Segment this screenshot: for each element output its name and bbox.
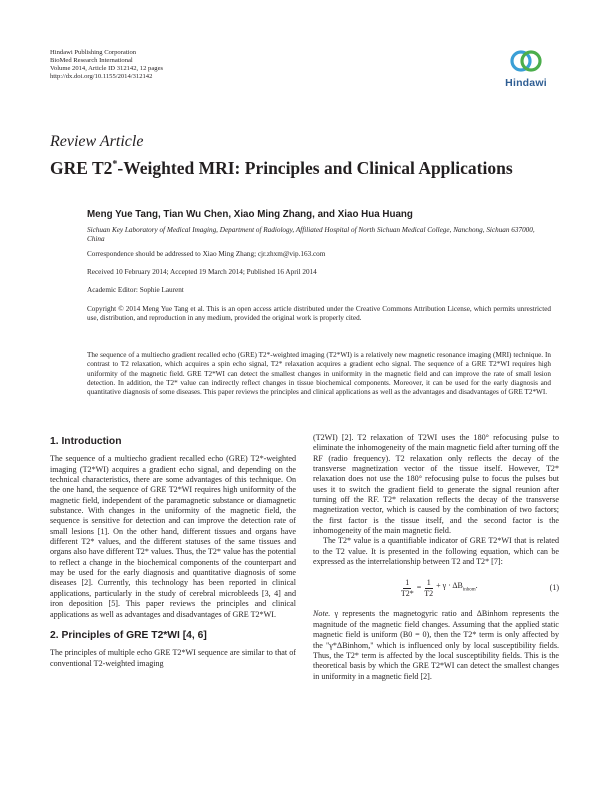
rhs-denominator: T2 bbox=[424, 588, 434, 598]
publisher-line: Hindawi Publishing Corporation bbox=[50, 49, 137, 56]
volume-line: Volume 2014, Article ID 312142, 12 pages bbox=[50, 65, 164, 73]
rhs-numerator: 1 bbox=[425, 578, 433, 589]
t2star-value-paragraph: The T2* value is a quantifiable indicator of GRE T2*WI that is related to the T2 value. It is presented in the following equation, which can be expressed as the interrelationship between T2 and T2* [7]: bbox=[313, 536, 559, 567]
note-text: γ represents the magnetogyric ratio and ΔBinhom represents the magnitude of the magnetic field changes. Assuming that the applied static magnetic field is uniform (B0 = 0), then the T2* term is only affected by the "γ*ΔBinhom," which is influenced only by local susceptibility fields. Thus, the T2* term is affected by the local susceptibility fields. This is the theoretical basis by which the GRE T2*WI can detect the smallest changes in uniformity in a magnetic field [2]. bbox=[313, 609, 559, 681]
equals-sign: = bbox=[416, 583, 422, 593]
journal-name-line: BioMed Research International bbox=[50, 57, 133, 65]
title-part-2: -Weighted MRI: Principles and Clinical Applications bbox=[117, 158, 513, 178]
equation-tail: + $\gamma \cdot \Delta B_{inhom}$. bbox=[436, 581, 478, 593]
introduction-paragraph: The sequence of a multiecho gradient recalled echo (GRE) T2*-weighted imaging (T2*WI) acquires a gradient echo signal, and depending on the technical characteristics, there are some advantages of this technique. On the one hand, the sequence of GRE T2*WI requires high uniformity of the magnetic field, independent of the paramagnetic substance or diamagnetic substance. With changes in the uniformity of the magnetic field, the sequence is sensitive for detection and can improve the detection rate of small lesions [1]. On the other hand, different tissues and organs have different T2* values, and the different statuses of the same tissues and organs also have different T2* values. Thus, the T2* value has the potential to reflect a change in the biochemical components of the counterpart and may be used for the early diagnosis and quantitative diagnosis of some diseases [2]. Currently, this technology has been reported in clinical applications, particularly in the study of cerebral microbleeds [3, 4] and iron deposition [5]. This paper reviews the principles and clinical applications as well as advantages and disadvantages of GRE T2*WI. bbox=[50, 454, 296, 619]
left-column bbox=[50, 433, 296, 669]
section-heading-introduction: 1. Introduction bbox=[50, 436, 122, 447]
academic-editor: Academic Editor: Sophie Laurent bbox=[87, 286, 184, 294]
equation-lhs-fraction bbox=[401, 578, 414, 600]
hindawi-logo bbox=[498, 46, 554, 89]
equation-number: (1) bbox=[549, 583, 559, 593]
section-heading-principles: 2. Principles of GRE T2*WI [4, 6] bbox=[50, 629, 207, 641]
equation-1 bbox=[313, 570, 559, 606]
affiliation: Sichuan Key Laboratory of Medical Imaging, Department of Radiology, Affiliated Hospital of North Sichuan Medical College, Nanchong, Sichuan 637000, China bbox=[87, 226, 535, 244]
journal-header bbox=[50, 49, 163, 81]
title-superscript: * bbox=[112, 159, 118, 171]
author-list: Meng Yue Tang, Tian Wu Chen, Xiao Ming Zhang, and Xiao Hua Huang bbox=[87, 209, 413, 220]
title-part-1: GRE T2 bbox=[50, 158, 113, 178]
note-label: Note. bbox=[313, 609, 331, 619]
doi-link[interactable]: http://dx.doi.org/10.1155/2014/312142 bbox=[50, 73, 153, 81]
article-type: Review Article bbox=[50, 133, 144, 150]
principles-paragraph: The principles of multiple echo GRE T2*WI sequence are similar to that of conventional T2-weighted imaging bbox=[50, 648, 296, 668]
equation-rhs-fraction bbox=[424, 578, 433, 600]
lhs-denominator: T2* bbox=[400, 588, 414, 598]
abstract: The sequence of a multiecho gradient recalled echo (GRE) T2*-weighted imaging (T2*WI) is a relatively new magnetic resonance imaging (MRI) technique. In contrast to T2 relaxation, which acquires a spin echo signal, T2* relaxation acquires a gradient echo signal. The sequence of a GRE T2*WI requires high uniformity of the magnetic field. GRE T2*WI can detect the smallest changes in uniformity in the magnetic field and can improve the rate of small lesion detection. In addition, the T2* value can indirectly reflect changes in tissue biochemical components. Moreover, it can be used for the early diagnosis and quantitative diagnosis of some diseases. This paper reviews the principles and clinical applications as well as the advantages and disadvantages of GRE T2*WI. bbox=[87, 351, 551, 397]
hindawi-logo-text: Hindawi bbox=[505, 77, 547, 89]
note-paragraph bbox=[313, 609, 559, 681]
copyright-notice: Copyright © 2014 Meng Yue Tang et al. This is an open access article distributed under the Creative Commons Attribution License, which permits unrestricted use, distribution, and reproduction in any medium, provided the original work is properly cited. bbox=[87, 305, 551, 323]
paper-title bbox=[50, 158, 513, 179]
publication-dates: Received 10 February 2014; Accepted 19 March 2014; Published 16 April 2014 bbox=[87, 268, 317, 276]
right-column bbox=[313, 433, 559, 682]
hindawi-logo-icon bbox=[509, 46, 543, 76]
relaxation-paragraph: (T2WI) [2]. T2 relaxation of T2WI uses the 180° refocusing pulse to eliminate the inhomogeneity of the main magnetic field after turning off the RF (radio frequency). T2 relaxation only reflects the decay of the transverse magnetization vector of the tissue itself. However, T2* relaxation does not use the 180° refocusing pulse to focus the pulses but uses it to switch the gradient field to generate the signal reunion after turning off the RF. T2* relaxation reflects the decay of the transverse magnetization vector, which is caused by the combination of two factors; the first factor is the tissue itself, and the second factor is the inhomogeneity of the main magnetic field. bbox=[313, 433, 559, 536]
lhs-numerator: 1 bbox=[403, 578, 411, 589]
correspondence: Correspondence should be addressed to Xiao Ming Zhang; cjr.zhxm@vip.163.com bbox=[87, 250, 326, 258]
